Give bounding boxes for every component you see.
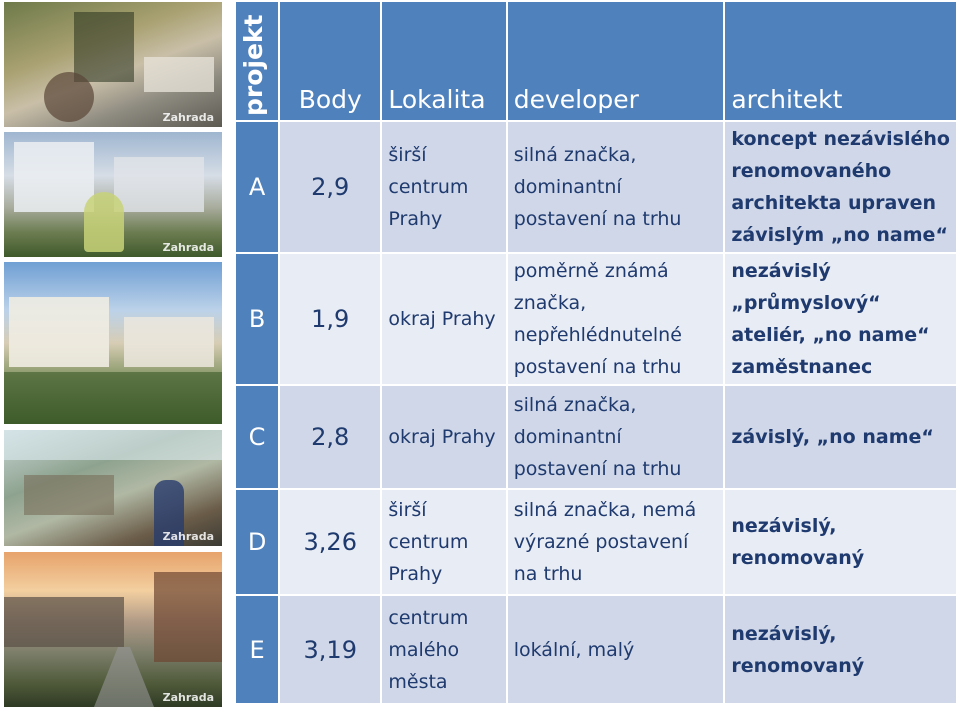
header-row — [236, 2, 956, 120]
header-developer: developer — [508, 2, 724, 120]
photo-watermark: Zahrada — [162, 241, 214, 254]
score-cell: 1,9 — [280, 254, 380, 384]
lokalita-cell: širší centrum Prahy — [382, 490, 505, 594]
comparison-table — [234, 0, 958, 705]
developer-cell: poměrně známá značka, nepřehlédnutelné postavení na trhu — [508, 254, 724, 384]
photo-interior — [4, 2, 222, 127]
photo-watermark: Zahrada — [162, 530, 214, 543]
photo-street — [4, 430, 222, 546]
score-cell: 2,8 — [280, 386, 380, 488]
header-projekt: projekt — [236, 2, 278, 120]
header-body: Body — [280, 2, 380, 120]
architekt-cell: nezávislý, renomovaný — [725, 596, 956, 703]
header-lokalita: Lokalita — [382, 2, 505, 120]
score-cell: 2,9 — [280, 122, 380, 252]
photo-sunset-path — [4, 552, 222, 707]
photo-strip — [0, 0, 226, 711]
photo-watermark: Zahrada — [162, 111, 214, 124]
photo-courtyard — [4, 132, 222, 257]
project-code: A — [236, 122, 278, 252]
developer-cell: silná značka, dominantní postavení na trhu — [508, 386, 724, 488]
lokalita-cell: okraj Prahy — [382, 386, 505, 488]
architekt-cell: koncept nezávislého renomovaného architekta upraven závislým „no name“ — [725, 122, 956, 252]
architekt-cell: nezávislý, renomovaný — [725, 490, 956, 594]
project-code: E — [236, 596, 278, 703]
table-row — [236, 122, 956, 252]
architekt-cell: nezávislý „průmyslový“ ateliér, „no name“ zaměstnanec — [725, 254, 956, 384]
architekt-cell: závislý, „no name“ — [725, 386, 956, 488]
lokalita-cell: centrum malého města — [382, 596, 505, 703]
comparison-table-container — [234, 0, 960, 711]
developer-cell: silná značka, nemá výrazné postavení na trhu — [508, 490, 724, 594]
developer-cell: lokální, malý — [508, 596, 724, 703]
photo-buildings — [4, 262, 222, 424]
lokalita-cell: okraj Prahy — [382, 254, 505, 384]
header-architekt: architekt — [725, 2, 956, 120]
lokalita-cell: širší centrum Prahy — [382, 122, 505, 252]
score-cell: 3,19 — [280, 596, 380, 703]
project-code: D — [236, 490, 278, 594]
project-code: C — [236, 386, 278, 488]
project-code: B — [236, 254, 278, 384]
table-row — [236, 254, 956, 384]
score-cell: 3,26 — [280, 490, 380, 594]
developer-cell: silná značka, dominantní postavení na trhu — [508, 122, 724, 252]
table-row — [236, 596, 956, 703]
photo-watermark: Zahrada — [162, 691, 214, 704]
table-row — [236, 490, 956, 594]
table-row — [236, 386, 956, 488]
